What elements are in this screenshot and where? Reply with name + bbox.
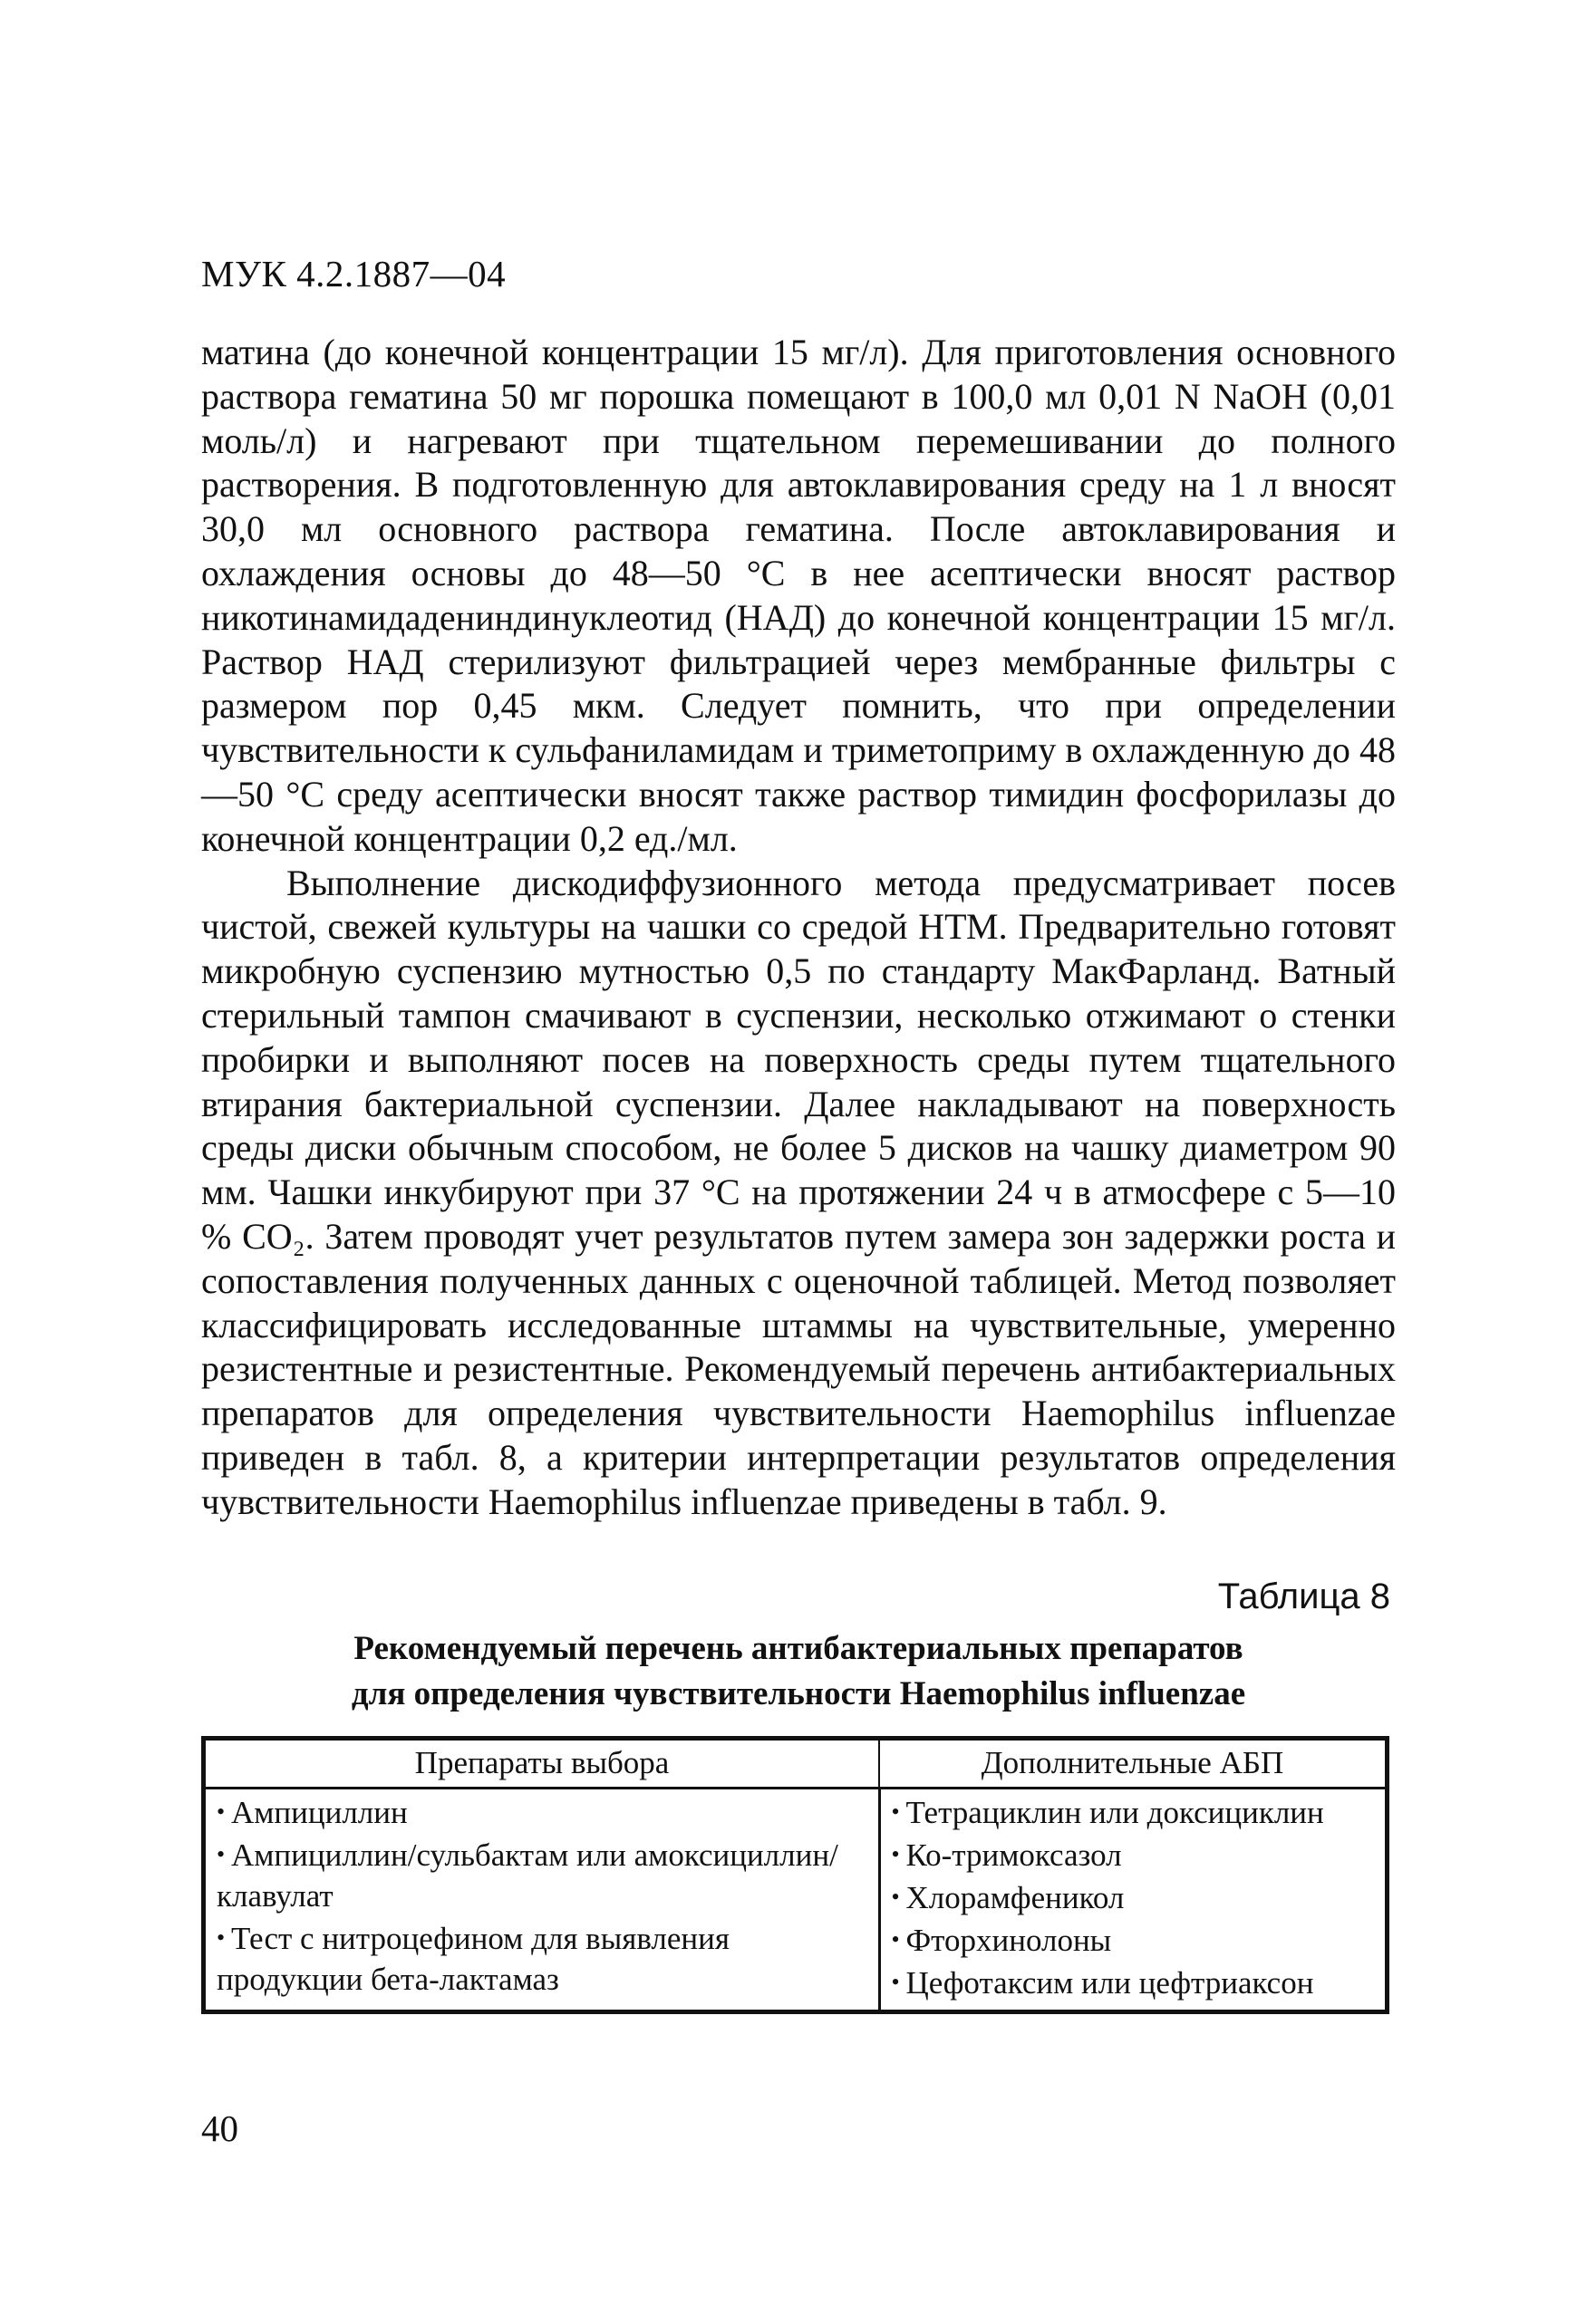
preferred-drugs-cell (204, 1789, 880, 2012)
page-number: 40 (201, 2107, 238, 2149)
antibacterial-drugs-table (201, 1736, 1389, 2014)
preferred-drug-name: Ампициллин/сульбактам или амоксициллин/клавулат (217, 1837, 838, 1914)
paragraph-hematin-preparation: матина (до конечной концентрации 15 мг/л). Для приготовления основного раствора гематина 50 мг порошка помещают в 100,0 мл 0,01 N NaOH (0,01 моль/л) и нагревают при тщательном перемешивании до полного растворения. В подготовленную для автоклавирования среду на 1 л вносят 30,0 мл основного раствора гематина. После автоклавирования и охлаждения основы до 48—50 °С в нее асептически вносят раствор никотинамидадениндинуклеотид (НАД) до конечной концентрации 15 мг/л. Раствор НАД стерилизуют фильтрацией через мембранные фильтры с размером пор 0,45 мкм. Следует помнить, что при определении чувствительности к сульфаниламидам и триметоприму в охлажденную до 48—50 °С среду асептически вносят также раствор тимидин фосфорилазы до конечной концентрации 0,2 ед./мл. (201, 332, 1396, 859)
additional-drug-name: Тетрациклин или доксициклин (905, 1795, 1324, 1830)
list-item (892, 1962, 1377, 2003)
table-number-label: Таблица 8 (1217, 1577, 1390, 1616)
bullet-icon: • (891, 1798, 900, 1825)
bullet-icon: • (891, 1969, 900, 1995)
additional-drug-name: Цефотаксим или цефтриаксон (905, 1965, 1314, 2001)
list-item (892, 1876, 1377, 1918)
table-header-row (204, 1739, 1388, 1789)
preferred-drug-name: Тест с нитроцефином для выявления продукции бета-лактамаз (217, 1921, 730, 1997)
preferred-drugs-list (217, 1791, 869, 2000)
additional-drug-name: Фторхинолоны (905, 1923, 1112, 1958)
additional-drug-name: Хлорамфеникол (905, 1880, 1125, 1915)
bullet-icon: • (217, 1924, 226, 1951)
column-header-additional: Дополнительные АБП (879, 1739, 1388, 1789)
table-title-line-1: Рекомендуемый перечень антибактериальных препаратов (353, 1630, 1243, 1667)
column-header-preferred: Препараты выбора (204, 1739, 880, 1789)
additional-drug-name: Ко-тримоксазол (905, 1837, 1122, 1873)
additional-drugs-list (892, 1791, 1377, 2003)
table-title (201, 1626, 1396, 1717)
list-item (217, 1917, 869, 2000)
document-code-header: МУК 4.2.1887—04 (201, 253, 507, 294)
list-item (892, 1834, 1377, 1876)
list-item (217, 1834, 869, 1916)
list-item (217, 1791, 869, 1833)
table-row (204, 1789, 1388, 2012)
bullet-icon: • (891, 1926, 900, 1953)
list-item (892, 1791, 1377, 1833)
body-text (201, 331, 1396, 1525)
table-title-line-2: для определения чувствительности Haemophilus influenzae (351, 1675, 1246, 1712)
bullet-icon: • (891, 1884, 900, 1910)
list-item (892, 1919, 1377, 1961)
preferred-drug-name: Ампициллин (231, 1795, 408, 1830)
additional-drugs-cell (879, 1789, 1388, 2012)
bullet-icon: • (891, 1841, 900, 1867)
bullet-icon: • (217, 1798, 226, 1825)
paragraph-disk-diffusion-method: Выполнение дискодиффузионного метода предусматривает посев чистой, свежей культуры на чашки со средой НТМ. Предварительно готовят микробную суспензию мутностью 0,5 по стандарту МакФарланд. Ватный стерильный тампон смачивают в суспензии, несколько отжимают о стенки пробирки и выполняют посев на поверхность среды путем тщательного втирания бактериальной суспензии. Далее накладывают на поверхность среды диски обычным способом, не более 5 дисков на чашку диаметром 90 мм. Чашки инкубируют при 37 °С на протяжении 24 ч в атмосфере с 5—10 % CO₂. Затем проводят учет результатов путем замера зон задержки роста и сопоставления полученных данных с оценочной таблицей. Метод позволяет классифицировать исследованные штаммы на чувствительные, умеренно резистентные и резистентные. Рекомендуемый перечень антибактериальных препаратов для определения чувствительности Haemophilus influenzae приведен в табл. 8, а критерии интерпретации результатов определения чувствительности Haemophilus influenzae приведены в табл. 9. (201, 862, 1396, 1522)
bullet-icon: • (217, 1841, 226, 1867)
